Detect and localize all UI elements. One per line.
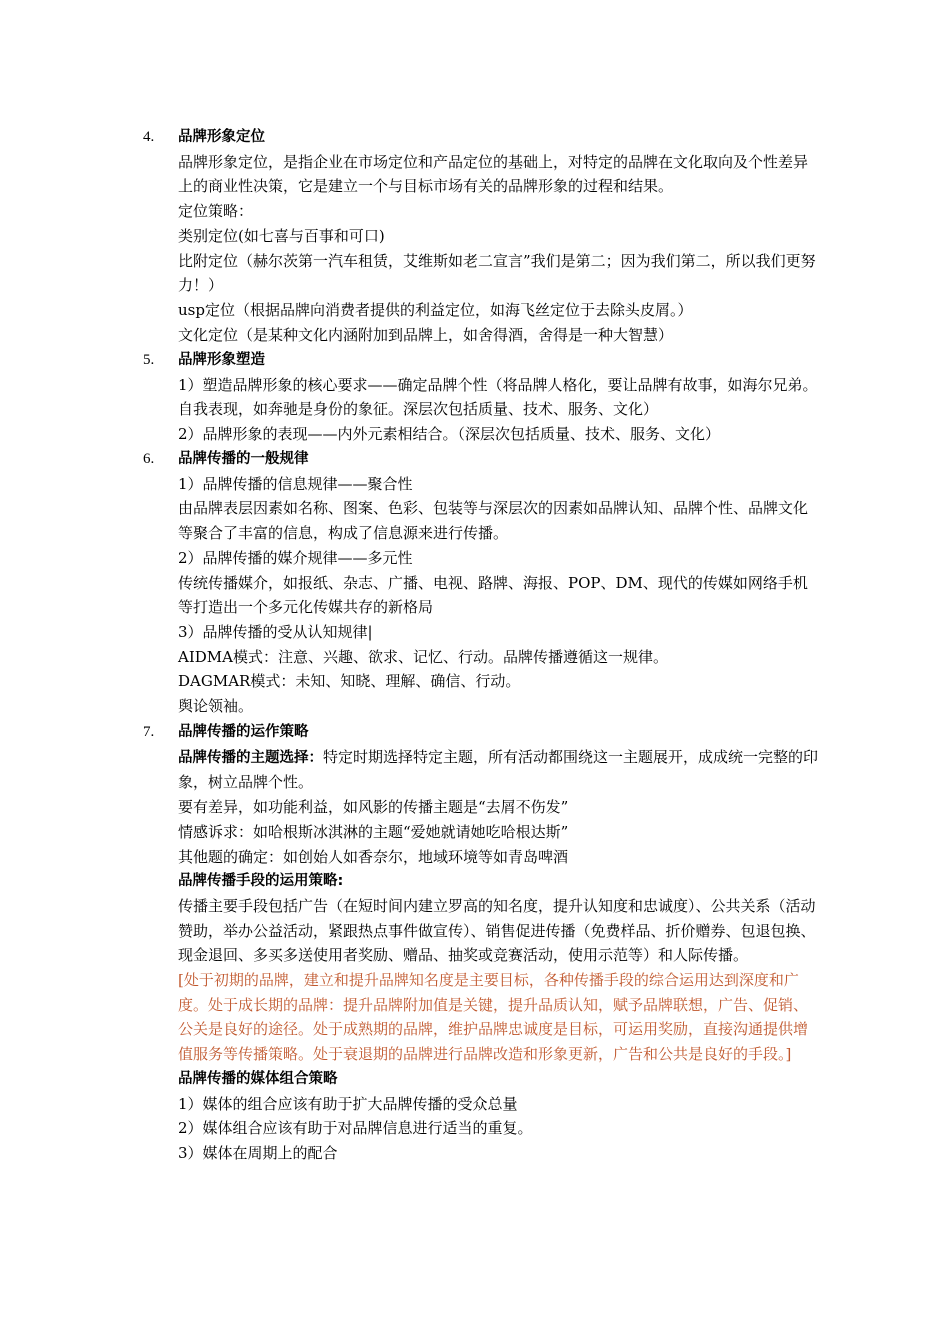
- paragraph: 其他题的确定：如创始人如香奈尔，地域环境等如青岛啤酒: [178, 847, 569, 866]
- paragraph: 品牌形象定位，是指企业在市场定位和产品定位的基础上，对特定的品牌在文化取向及个性差异上的商业性决策，它是建立一个与目标市场有关的品牌形象的过程和结果。: [178, 152, 809, 196]
- section-heading: 品牌形象塑造: [178, 352, 265, 368]
- paragraph: 2）品牌形象的表现——内外元素相结合。（深层次包括质量、技术、服务、文化）: [178, 425, 721, 444]
- subheading-means: 品牌传播手段的运用策略:: [178, 873, 344, 890]
- subheading-media: 品牌传播的媒体组合策略: [178, 1070, 338, 1087]
- paragraph: 1）媒体的组合应该有助于扩大品牌传播的受众总量: [178, 1094, 518, 1113]
- theme-text: 特定时期选择特定主题，所有活动都围绕这一主题展开，成成统一完整的印象，树立品牌个性。: [178, 747, 819, 792]
- section-heading: 品牌传播的运作策略: [178, 724, 309, 740]
- paragraph: 比附定位（赫尔茨第一汽车租赁，艾维斯如老二宣言”我们是第二；因为我们第二，所以我们更努力！）: [178, 251, 816, 295]
- paragraph: 传统传播媒介，如报纸、杂志、广播、电视、路牌、海报、POP、DM、现代的传媒如网络手机等打造出一个多元化传媒共存的新格局: [178, 573, 808, 617]
- paragraph: 情感诉求：如哈根斯冰淇淋的主题“爱她就请她吃哈根达斯”: [178, 822, 569, 841]
- theme-label: 品牌传播的主题选择：: [178, 749, 323, 766]
- paragraph: 1）品牌传播的信息规律——聚合性: [178, 474, 413, 493]
- paragraph: 2）媒体组合应该有助于对品牌信息进行适当的重复。: [178, 1119, 533, 1138]
- section-number: 5.: [143, 352, 155, 368]
- paragraph: 定位策略：: [178, 202, 254, 221]
- paragraph: DAGMAR模式：未知、知晓、理解、确信、行动。: [178, 672, 521, 691]
- paragraph: 传播主要手段包括广告（在短时间内建立罗高的知名度，提升认知度和忠诚度）、公共关系（活动赞助，举办公益活动，紧跟热点事件做宣传）、销售促进传播（免费样品、折价赠券、包退包换、现金退回、多买多送使用者奖励、赠品、抽奖或竞赛活动，使用示范等）和人际传播。: [178, 896, 816, 965]
- section-number: 6.: [143, 451, 155, 467]
- section-heading: 品牌形象定位: [178, 129, 265, 145]
- lifecycle-note: [处于初期的品牌，建立和提升品牌知名度是主要目标，各种传播手段的综合运用达到深度和广度。处于成长期的品牌：提升品牌附加值是关键，提升品质认知，赋予品牌联想，广告、促销、公关是良好的途径。处于成熟期的品牌，维护品牌忠诚度是目标，可运用奖励，直接沟通提供增值服务等传播策略。处于衰退期的品牌进行品牌改造和形象更新，广告和公共是良好的手段。]: [178, 971, 809, 1064]
- section-heading: 品牌传播的一般规律: [178, 451, 309, 467]
- paragraph: 3）品牌传播的受从认知规律|: [178, 622, 373, 641]
- paragraph: 2）品牌传播的媒介规律——多元性: [178, 548, 413, 567]
- section-number: 4.: [143, 129, 155, 145]
- paragraph: 由品牌表层因素如名称、图案、色彩、包装等与深层次的因素如品牌认知、品牌个性、品牌文化等聚合了丰富的信息，构成了信息源来进行传播。: [178, 499, 809, 543]
- paragraph: 类别定位(如七喜与百事和可口): [178, 226, 385, 245]
- section-number: 7.: [143, 724, 155, 740]
- paragraph: 舆论领袖。: [178, 697, 254, 716]
- paragraph: 要有差异，如功能利益，如风影的传播主题是“去屑不伤发”: [178, 798, 569, 817]
- paragraph: 3）媒体在周期上的配合: [178, 1143, 338, 1162]
- theme-paragraph: [178, 745, 818, 795]
- paragraph: AIDMA模式：注意、兴趣、欲求、记忆、行动。品牌传播遵循这一规律。: [178, 647, 668, 666]
- paragraph: 1）塑造品牌形象的核心要求——确定品牌个性（将品牌人格化，要让品牌有故事，如海尔兄弟。自我表现，如奔驰是身份的象征。深层次包括质量、技术、服务、文化）: [178, 375, 818, 419]
- paragraph: usp定位（根据品牌向消费者提供的利益定位，如海飞丝定位于去除头皮屑。）: [178, 300, 693, 319]
- paragraph: 文化定位（是某种文化内涵附加到品牌上，如舍得酒，舍得是一种大智慧）: [178, 325, 674, 344]
